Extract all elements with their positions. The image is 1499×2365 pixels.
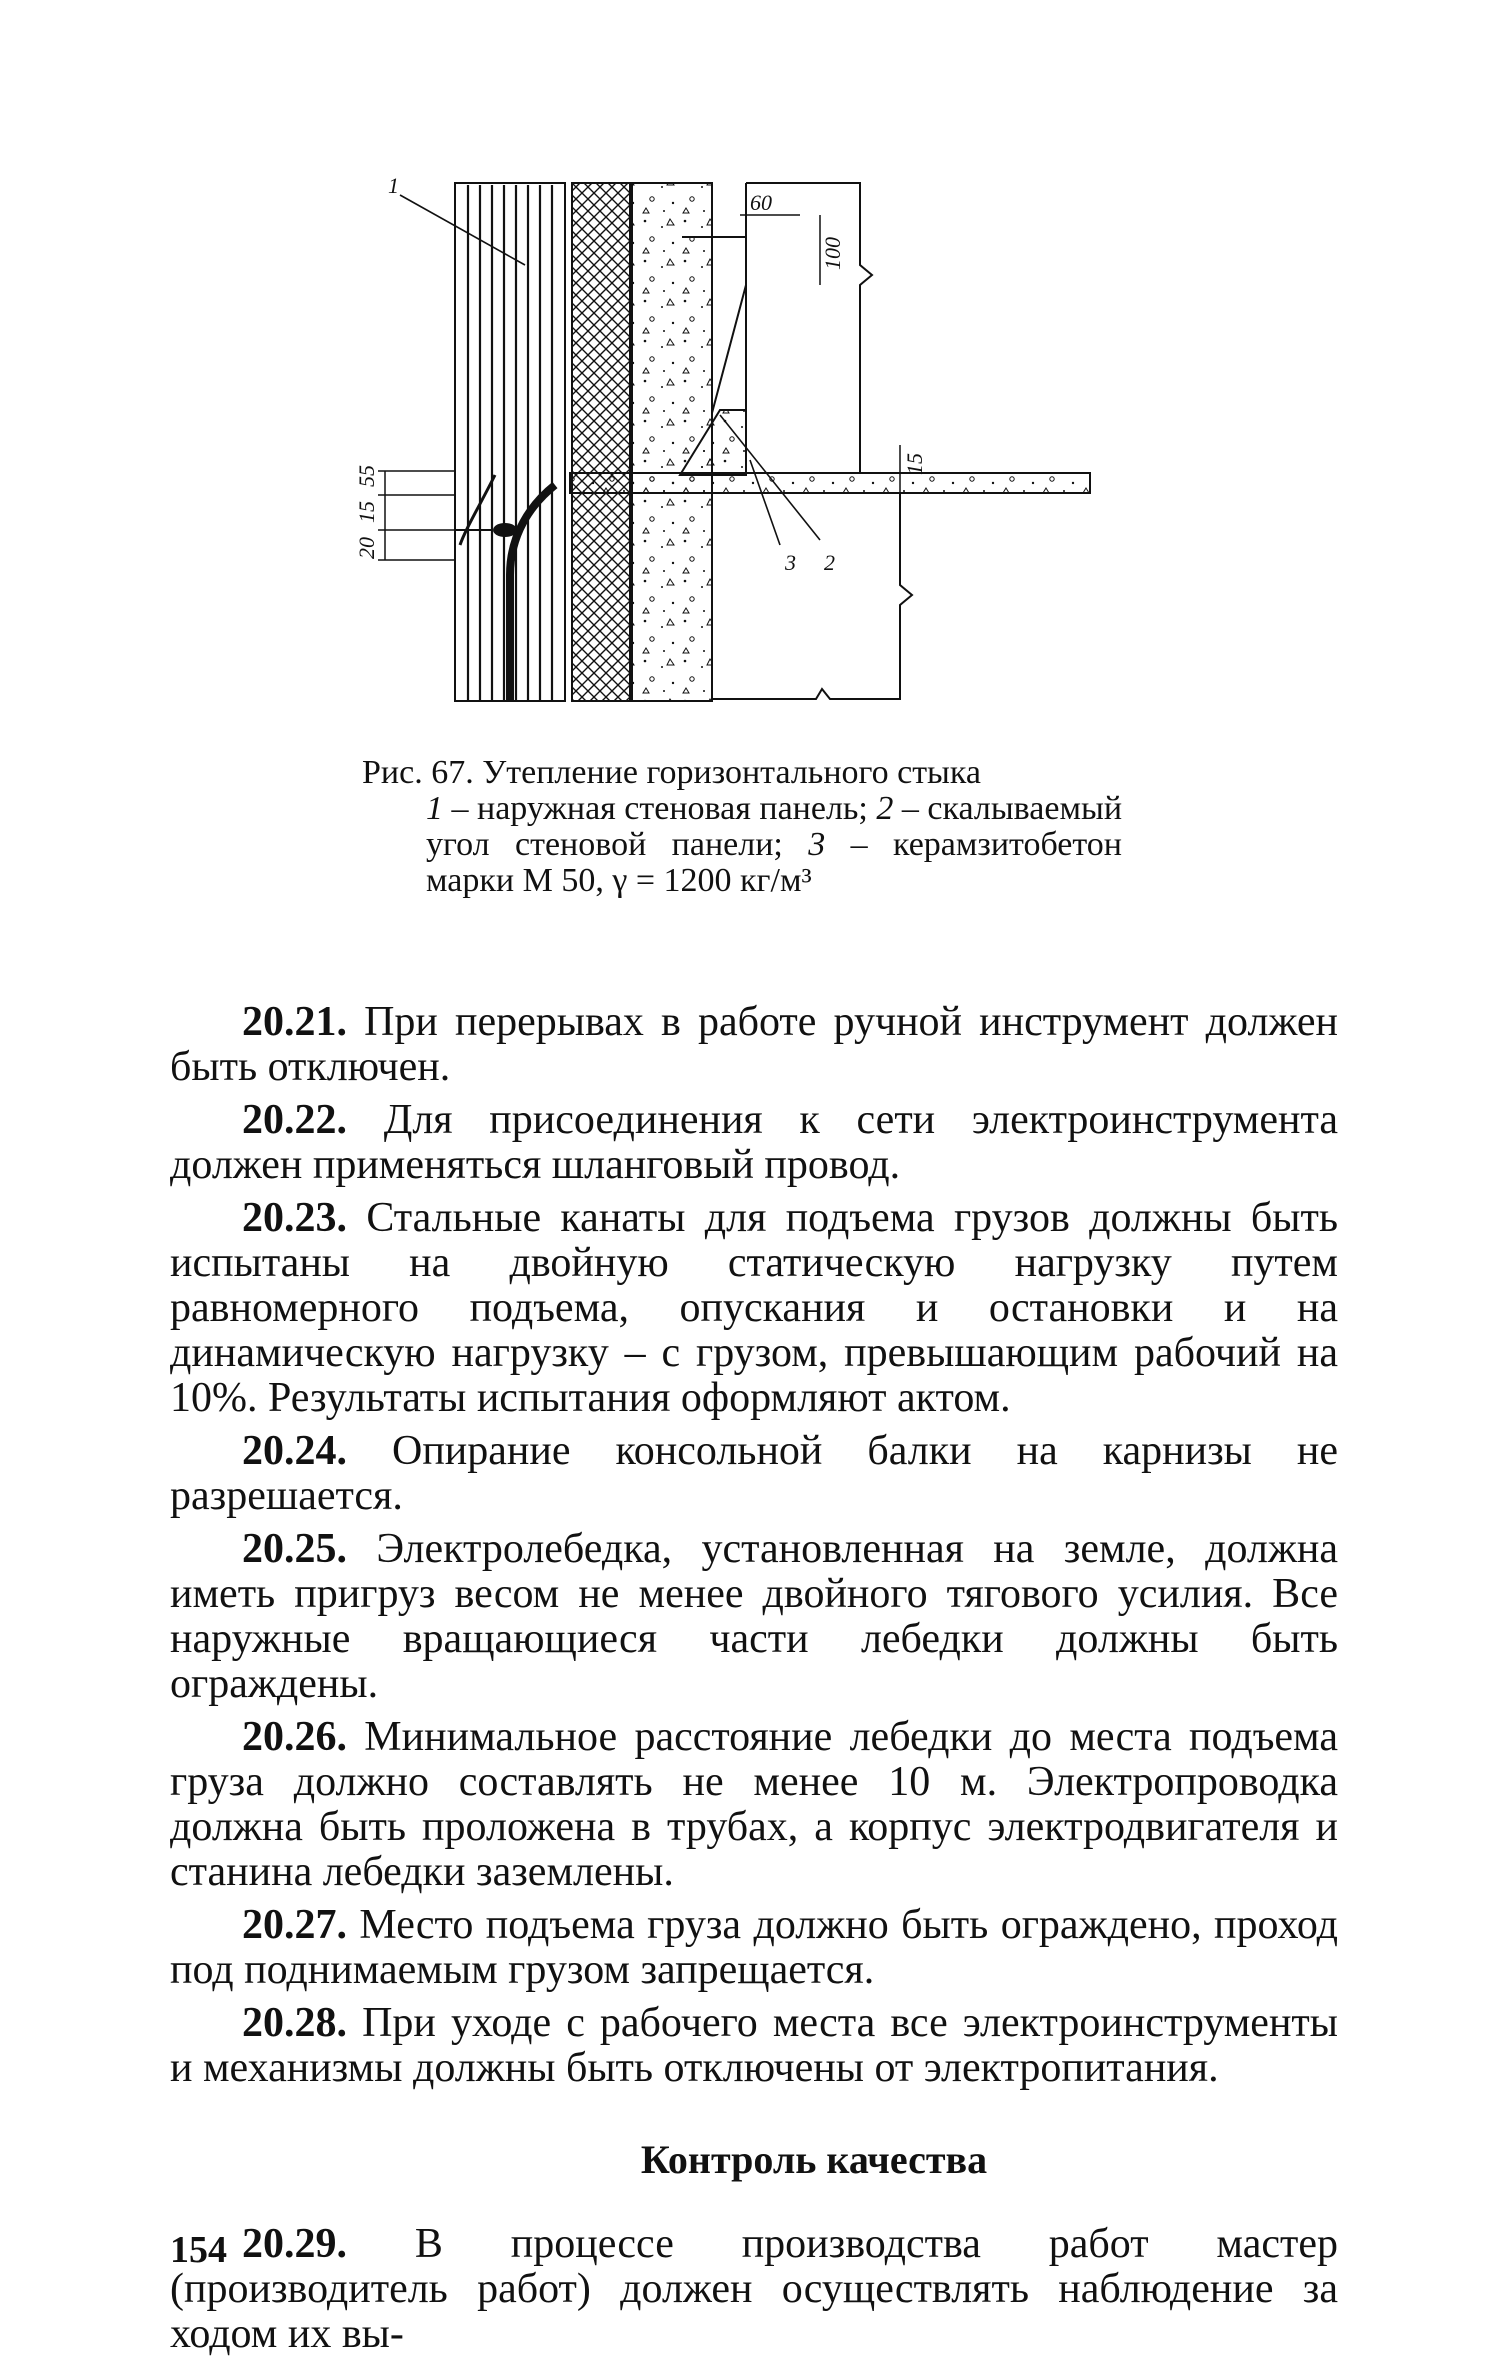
figure-caption [362,755,1122,899]
dimension-55: 55 [354,465,379,487]
insulation-layer [572,183,630,701]
dimension-15-right: 15 [902,453,927,475]
paragraph-20-26: 20.26. Минимальное расстояние лебедки до места подъема груза должно составлять не менее 10 м. Электропроводка должна быть проложена в трубах, а корпус электродвигателя и станина лебедки заземлены. [170,1714,1338,1895]
dimension-100: 100 [820,237,845,270]
caption-item-1-num: 1 [426,790,443,827]
joint-insulation-drawing [354,173,1160,735]
caption-item-2-text: – скалываемый угол стеновой панели; [426,790,1123,863]
paragraph-20-29: 20.29. В процессе производства работ мастер (производитель работ) должен осуществлять наблюдение за ходом их вы- [170,2221,1338,2357]
paragraph-20-24: 20.24. Опирание консольной балки на карнизы не разрешается. [170,1428,1338,1519]
paragraph-20-22: 20.22. Для присоединения к сети электроинструмента должен применяться шланговый провод. [170,1097,1338,1188]
caption-item-1-text: – наружная стеновая панель; [443,790,877,827]
dimension-20: 20 [354,537,379,559]
caption-item-2-num: 2 [876,790,894,827]
caption-unit: кг/м³ [740,862,812,899]
body-text [170,1000,1338,2365]
section-heading: Контроль качества [640,2137,988,2182]
paragraph-20-27: 20.27. Место подъема груза должно быть ограждено, проход под поднимаемым грузом запрещается. [170,1902,1338,1993]
caption-prefix: Рис. 67. [362,754,474,791]
caption-item-3-text: – керамзитобетон марки М 50, [426,826,1122,899]
caption-legend [362,791,1122,899]
sealant-gasket [493,523,517,537]
paragraph-20-25: 20.25. Электролебедка, установленная на земле, должна иметь пригруз весом не менее двойного тягового усилия. Все наружные вращающиеся части лебедки должны быть ограждены. [170,1526,1338,1707]
callout-label-3: 3 [785,550,796,575]
caption-item-3-num: 3 [808,826,826,863]
dimension-15-left: 15 [354,501,379,523]
paragraph-20-23: 20.23. Стальные канаты для подъема грузов должны быть испытаны на двойную статическую нагрузку путем равномерного подъема, опускания и остановки и на динамическую нагрузку – с грузом, превышающим рабочий на 10%. Результаты испытания оформляют актом. [170,1195,1338,1421]
paragraph-20-21: 20.21. При перерывах в работе ручной инструмент должен быть отключен. [170,999,1338,1090]
callout-label-2: 2 [824,550,835,575]
page-number: 154 [170,2229,227,2271]
caption-title: Утепление горизонтального стыка [482,754,981,791]
caption-title-line [362,755,1122,791]
paragraph-20-28: 20.28. При уходе с рабочего места все электроинструменты и механизмы должны быть отключены от электропитания. [170,2000,1338,2091]
horizontal-joint [570,473,1090,493]
callout-label-1: 1 [388,173,399,198]
dimension-60: 60 [750,190,772,215]
caption-gamma: γ = 1200 [612,862,732,899]
